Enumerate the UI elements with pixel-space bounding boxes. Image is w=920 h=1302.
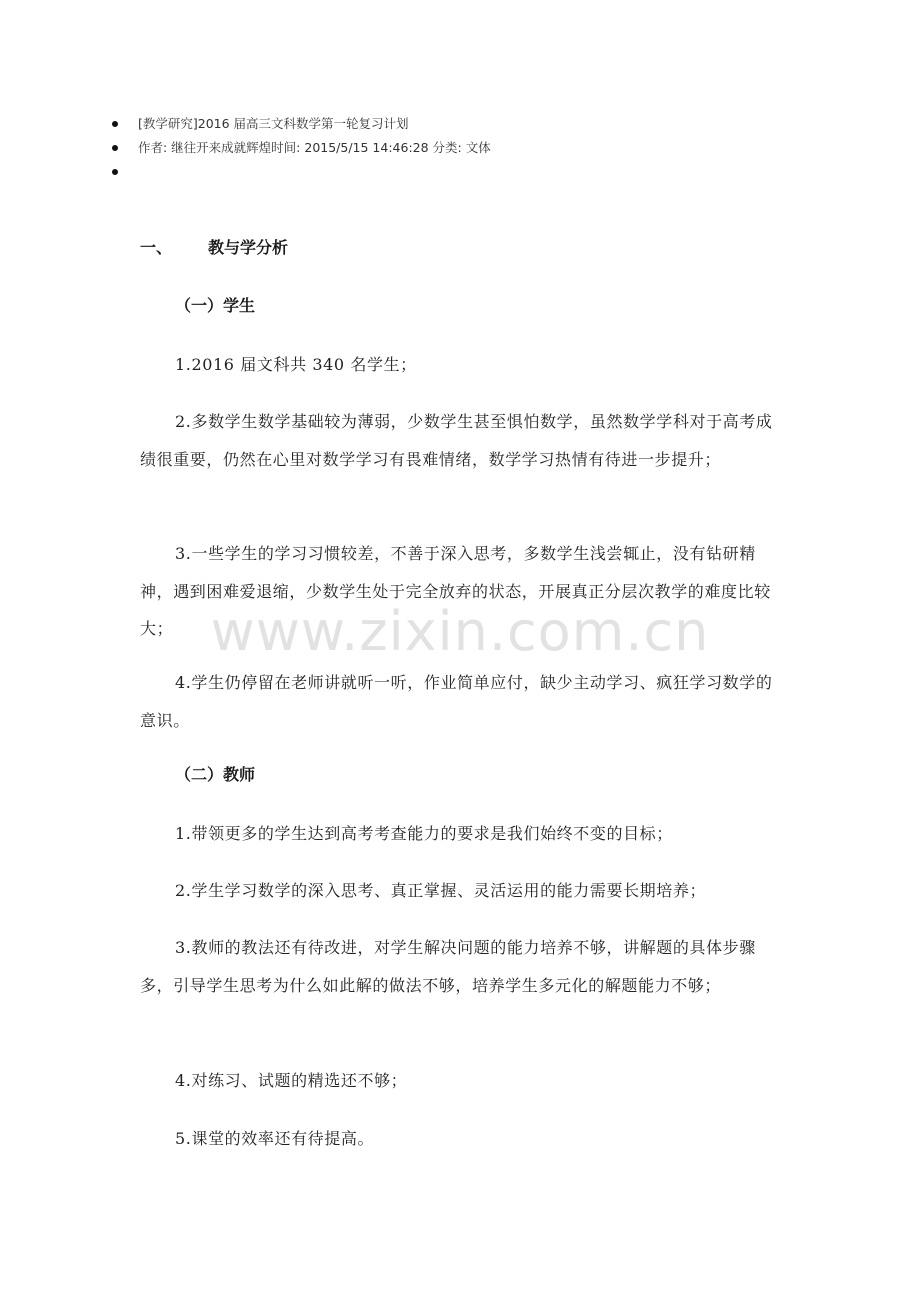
bullet-icon xyxy=(112,145,118,151)
teacher-point-1: 1.带领更多的学生达到高考考查能力的要求是我们始终不变的目标； xyxy=(175,824,673,843)
post-meta-list xyxy=(112,112,491,184)
watermark: www.zixin.com.cn xyxy=(210,600,710,663)
students-heading: （一）学生 xyxy=(175,296,256,315)
teacher-point-4: 4.对练习、试题的精选还不够； xyxy=(175,1071,408,1090)
student-point-2: 2.多数学生数学基础较为薄弱，少数学生甚至惧怕数学，虽然数学学科对于高考成绩很重要，仍然在心里对数学学习有畏难情绪，数学学习热情有待进一步提升； xyxy=(140,412,773,469)
section-heading xyxy=(140,233,288,263)
post-info: 作者: 继往开来成就辉煌时间: 2015/5/15 14:46:28 分类: 文体 xyxy=(138,140,491,155)
student-point-3: 3.一些学生的学习习惯较差，不善于深入思考，多数学生浅尝辄止，没有钻研精神，遇到困难爱退缩，少数学生处于完全放弃的状态，开展真正分层次教学的难度比较大； xyxy=(140,544,771,638)
post-title-item xyxy=(112,112,491,136)
section-number: 一、 xyxy=(140,238,173,257)
post-info-item xyxy=(112,136,491,160)
student-point-4: 4.学生仍停留在老师讲就听一听，作业简单应付，缺少主动学习、疯狂学习数学的意识。 xyxy=(140,673,773,730)
bullet-icon xyxy=(112,121,118,127)
teacher-point-5: 5.课堂的效率还有待提高。 xyxy=(175,1129,375,1148)
student-point-1: 1.2016 届文科共 340 名学生； xyxy=(175,355,417,374)
teacher-point-3: 3.教师的教法还有待改进，对学生解决问题的能力培养不够，讲解题的具体步骤多，引导学生思考为什么如此解的做法不够，培养学生多元化的解题能力不够； xyxy=(140,938,756,995)
post-title: [教学研究]2016 届高三文科数学第一轮复习计划 xyxy=(138,116,409,131)
teachers-heading: （二）教师 xyxy=(175,765,256,784)
section-title: 教与学分析 xyxy=(208,238,289,257)
bullet-icon xyxy=(112,169,118,175)
empty-item xyxy=(112,160,491,184)
teacher-point-2: 2.学生学习数学的深入思考、真正掌握、灵活运用的能力需要长期培养； xyxy=(175,881,707,900)
